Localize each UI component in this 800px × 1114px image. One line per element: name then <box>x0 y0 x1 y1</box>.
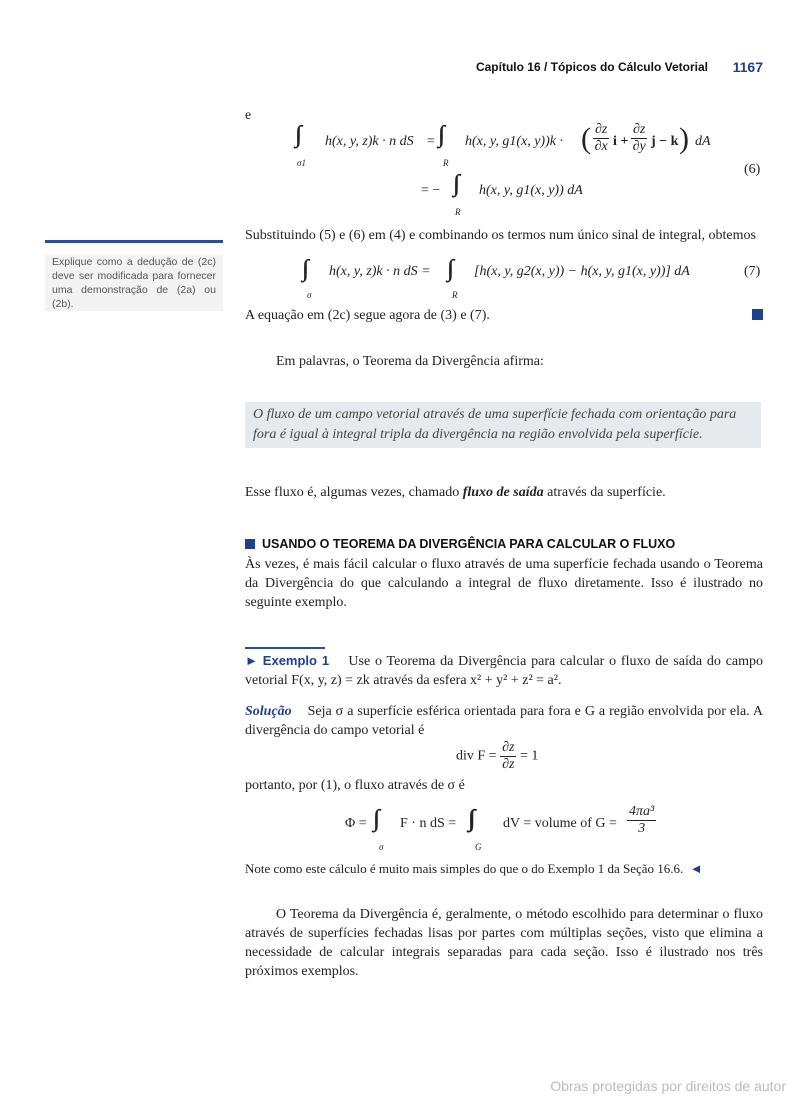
eq6-paren-open: ( <box>581 122 591 155</box>
eq7-lhs-sub: σ <box>307 290 312 300</box>
eq6-paren-close: ) <box>679 122 689 155</box>
triple-integral-symbol: ∫∫∫ <box>468 806 470 832</box>
double-integral-symbol: ∫∫ <box>438 122 440 148</box>
chapter-title: Capítulo 16 / Tópicos do Cálculo Vetorial <box>475 60 708 74</box>
theorem-highlight-box <box>245 402 761 448</box>
div-lhs: div F = <box>456 748 497 764</box>
paragraph-portanto: portanto, por (1), o fluxo através de σ é <box>245 778 465 793</box>
equation-number-7: (7) <box>744 264 761 279</box>
eq7-rhs-sub: R <box>452 290 458 300</box>
div-fraction: $\frac{\partial z}{\partial z}$ <box>502 740 515 772</box>
phi-rhs: dV = volume of G = <box>503 816 617 831</box>
proof-end-square <box>752 309 763 320</box>
equation-7 <box>302 254 762 304</box>
paragraph-final: O Teorema da Divergência é, geralmente, o método escolhido para determinar o fluxo através de superfícies fechadas lisas por partes com múltiplas seções, visto que elimina a necessidade de calcular integrais separadas para cada seção. Isso é ilustrado nos três próximos exemplos. <box>245 907 763 979</box>
margin-note-bar <box>45 240 223 243</box>
section-square-icon <box>245 539 255 549</box>
theorem-statement: O fluxo de um campo vetorial através de uma superfície fechada com orientação para fora é igual à integral tripla da divergência na região envolvida pela superfície. <box>253 407 737 442</box>
margin-note-text: Explique como a dedução de (2c) deve ser modificada para fornecer uma demonstração de (2a) ou (2b). <box>45 255 223 311</box>
phi-sub-sigma: σ <box>379 842 384 852</box>
example-1 <box>245 651 763 690</box>
paragraph-2c: A equação em (2c) segue agora de (3) e (7). <box>245 308 490 323</box>
page-number: 1167 <box>732 59 763 75</box>
eq7-rhs: [h(x, y, g2(x, y)) − h(x, y, g1(x, y))] dA <box>474 264 690 279</box>
eq6-i: i + <box>613 134 629 149</box>
eq6-lead: e <box>245 108 252 123</box>
double-integral-symbol: ∫∫ <box>447 256 449 282</box>
double-integral-symbol: ∫∫ <box>453 171 455 197</box>
section-paragraph: Às vezes, é mais fácil calcular o fluxo através de uma superfície fechada usando o Teorema da Divergência do que calculando a integral de fluxo diretamente. Isso é ilustrado no seguinte exemplo. <box>245 557 763 610</box>
eq6-line2: h(x, y, g1(x, y)) dA <box>479 183 583 198</box>
section-heading <box>245 537 675 551</box>
divergence-equation <box>456 740 538 773</box>
div-rhs: = 1 <box>519 748 539 764</box>
equation-6: ∫∫ σ1 h(x, y, z)k · n dS = ∫∫ R h(x, y, g1(x, y))k · ( $\frac{\partial z}{\partial x}$ i + $\frac{\partial z}{\partial y}$ j − k ) dA = − ∫∫ R h(x, y, g1(x, y)) dA <box>295 122 711 217</box>
solution-note: Note como este cálculo é muito mais simples do que o do Exemplo 1 da Seção 16.6. ◄ <box>245 861 703 876</box>
page-header <box>0 60 800 80</box>
volume-fraction: $\frac{\text{4πa³}}{3}$ <box>629 804 655 836</box>
equation-number-6: (6) <box>744 162 761 177</box>
phi-mid: F · n dS = <box>400 816 457 831</box>
term-fluxo-de-saida: fluxo de saída <box>462 485 544 500</box>
example-end-icon: ◄ <box>689 861 703 876</box>
eq6-line2-sub: R <box>455 207 461 217</box>
flux-equation <box>345 804 675 852</box>
eq6-lhs: h(x, y, z)k · n dS <box>325 134 414 149</box>
solution-label: Solução <box>245 704 292 719</box>
eq6-dA: dA <box>695 134 711 149</box>
eq6-frac-dzdx: $\frac{\partial z}{\partial x}$ <box>594 122 608 154</box>
eq6-line2-prefix: = − <box>421 183 441 198</box>
example-text: Use o Teorema da Divergência para calcular o fluxo de saída do campo vetorial F(x, y, z) = zk através da esfera x² + y² + z² = a². <box>245 654 764 688</box>
eq7-lhs: h(x, y, z)k · n dS = <box>329 264 431 279</box>
phi-lhs: Φ = <box>345 816 367 831</box>
solution <box>245 702 763 740</box>
double-integral-symbol: ∫∫ <box>295 122 297 148</box>
paragraph-outflux: Esse fluxo é, algumas vezes, chamado fluxo de saída através da superfície. <box>245 485 666 500</box>
eq6-j: j − k <box>651 134 679 149</box>
margin-note <box>45 240 223 311</box>
eq6-rhs1: h(x, y, g1(x, y))k · <box>465 134 563 149</box>
phi-sub-G: G <box>475 842 482 852</box>
example-label: ► Exemplo 1 <box>245 653 330 668</box>
double-integral-symbol: ∫∫ <box>373 806 375 832</box>
copyright-watermark: Obras protegidas por direitos de autor <box>550 1078 786 1094</box>
eq6-lhs-sub: σ1 <box>297 158 306 168</box>
paragraph-substituting: Substituindo (5) e (6) em (4) e combinando os termos num único sinal de integral, obtemos <box>245 228 756 243</box>
double-integral-symbol: ∫∫ <box>302 256 304 282</box>
section-title: USANDO O TEOREMA DA DIVERGÊNCIA PARA CALCULAR O FLUXO <box>262 537 676 551</box>
example-bar <box>245 647 325 649</box>
paragraph-in-words: Em palavras, o Teorema da Divergência afirma: <box>276 354 544 369</box>
eq6-frac-dzdy: $\frac{\partial z}{\partial y}$ <box>632 122 646 154</box>
solution-text: Seja σ a superfície esférica orientada para fora e G a região envolvida por ela. A divergência do campo vetorial é <box>245 704 764 738</box>
eq6-rhs1-sub: R <box>443 158 449 168</box>
